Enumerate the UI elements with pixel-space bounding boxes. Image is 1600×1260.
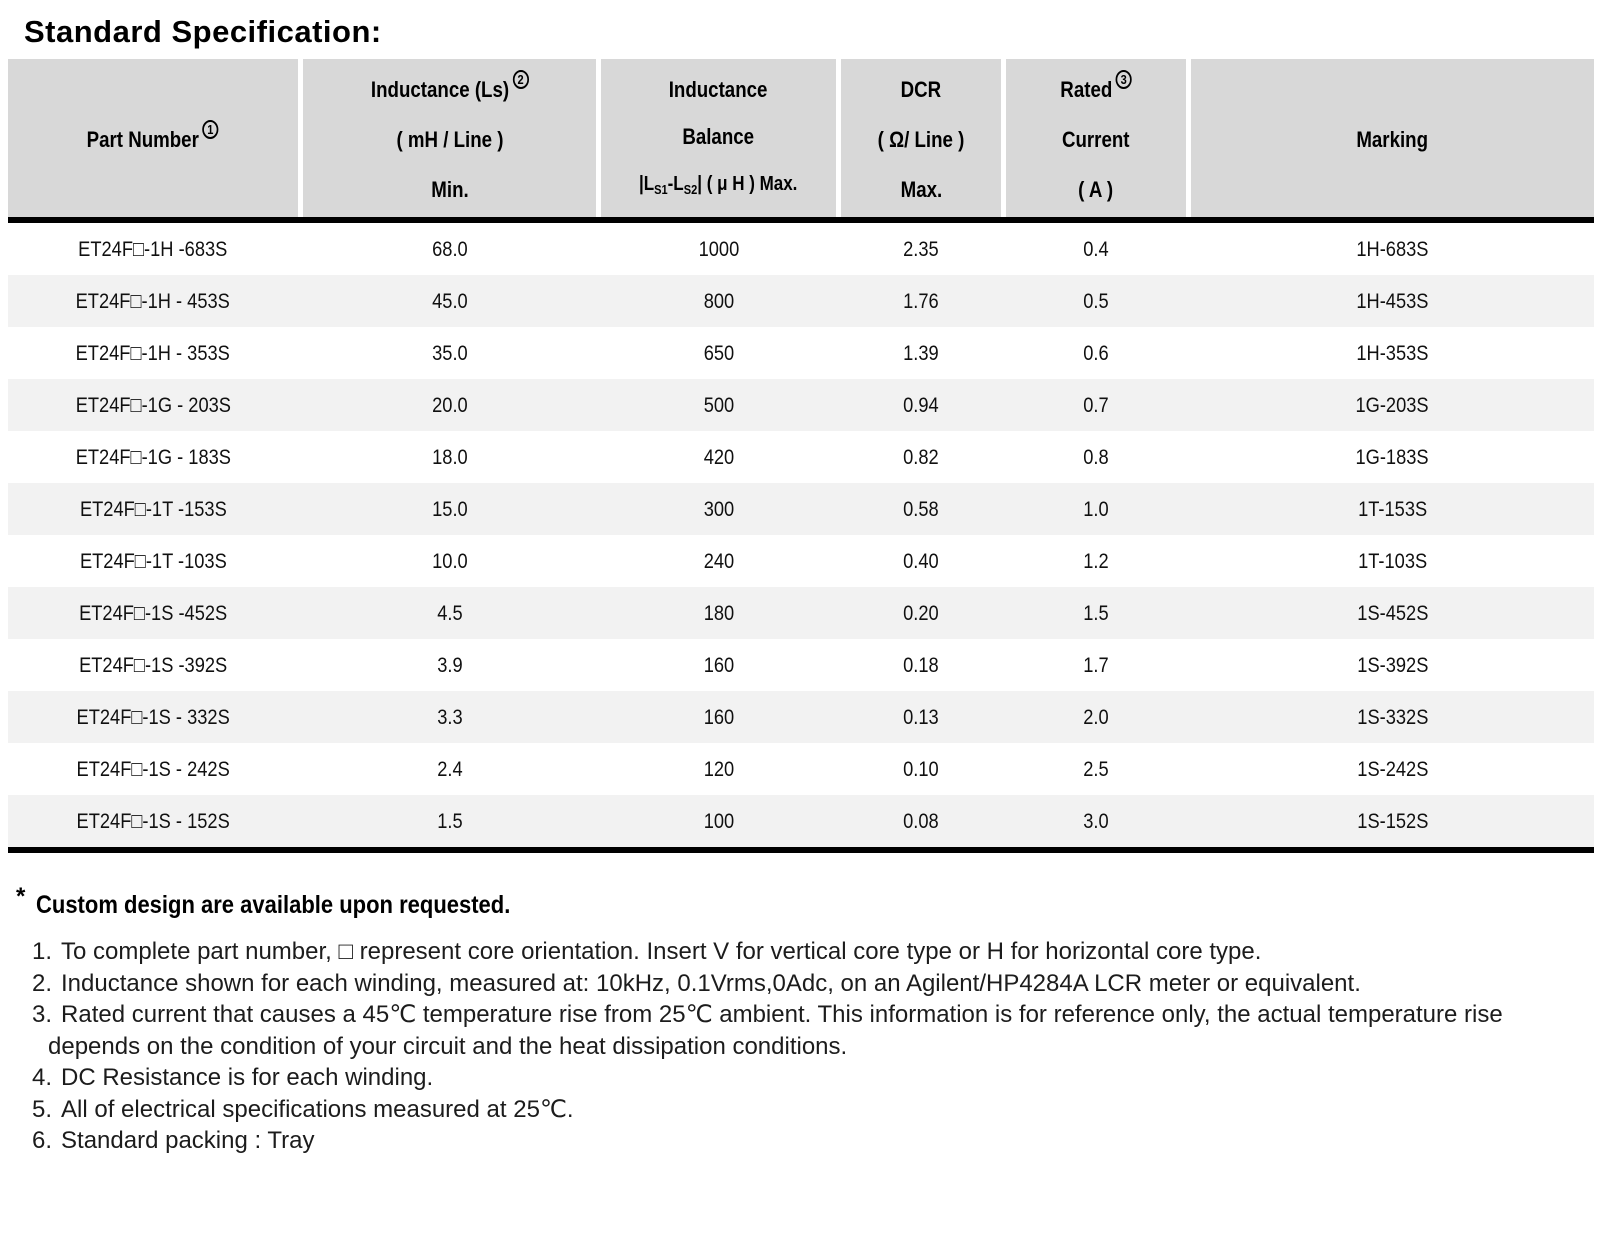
note-item-6: 6. Standard packing : Tray: [32, 1127, 315, 1154]
balance-label-1: Inductance: [669, 77, 768, 102]
cell-balance-max: 100: [703, 808, 734, 833]
cell-dcr-max: 0.94: [903, 392, 939, 417]
cell-dcr-max: 0.20: [903, 600, 939, 625]
cell-balance-max: 500: [703, 392, 734, 417]
table-header: [8, 59, 1594, 223]
cell-dcr-max: 0.82: [903, 444, 939, 469]
page-title: Standard Specification:: [24, 14, 382, 49]
cell-part-number: ET24F□-1T -153S: [79, 496, 227, 521]
cell-part-number: ET24F□-1S -392S: [78, 652, 228, 677]
cell-dcr-max: 0.08: [903, 808, 939, 833]
dcr-max-label: Max.: [900, 177, 942, 202]
cell-inductance-min: 15.0: [431, 496, 468, 521]
cell-marking: 1T-103S: [1357, 548, 1428, 573]
cell-dcr-max: 0.13: [903, 704, 939, 729]
marking-label: Marking: [1356, 127, 1429, 152]
cell-rated-current: 0.4: [1083, 236, 1109, 261]
note-ref-3-badge: 3: [1116, 70, 1132, 89]
note-ref-2-badge: 2: [512, 70, 528, 89]
cell-inductance-min: 18.0: [431, 444, 468, 469]
note-ref-1-badge: 1: [203, 120, 219, 139]
note-item-4: 4. DC Resistance is for each winding.: [32, 1064, 434, 1091]
note-text: To complete part number, □ represent core orientation. Insert V for vertical core type or H for horizontal core type.: [61, 938, 1262, 965]
note-text: DC Resistance is for each winding.: [61, 1064, 434, 1091]
cell-balance-max: 160: [703, 652, 734, 677]
table-row: [8, 743, 1594, 795]
rated-label: Rated: [1060, 77, 1113, 102]
current-label: Current: [1062, 127, 1130, 152]
note-text: Rated current that causes a 45℃ temperature rise from 25℃ ambient. This information is for reference only, the actual temperature rise depends on the condition of your circuit and the heat dissipation conditions.: [48, 1001, 1503, 1060]
cell-marking: 1H-683S: [1356, 236, 1429, 261]
col-header-dcr: [841, 59, 1001, 217]
cell-dcr-max: 0.10: [903, 756, 939, 781]
cell-marking: 1H-353S: [1356, 340, 1429, 365]
cell-part-number: ET24F□-1S - 332S: [76, 704, 230, 729]
col-header-balance: [601, 59, 836, 217]
cell-part-number: ET24F□-1S - 152S: [76, 808, 230, 833]
balance-label-2: Balance: [682, 124, 755, 149]
cell-marking: 1T-153S: [1357, 496, 1428, 521]
table-row: [8, 639, 1594, 691]
cell-rated-current: 0.8: [1083, 444, 1109, 469]
cell-marking: 1G-183S: [1355, 444, 1430, 469]
cell-inductance-min: 20.0: [431, 392, 468, 417]
note-text: All of electrical specifications measured at 25℃.: [61, 1095, 574, 1123]
cell-dcr-max: 1.39: [903, 340, 939, 365]
cell-rated-current: 1.5: [1083, 600, 1109, 625]
cell-part-number: ET24F□-1H - 453S: [75, 288, 231, 313]
cell-inductance-min: 35.0: [431, 340, 468, 365]
cell-marking: 1H-453S: [1356, 288, 1429, 313]
cell-balance-max: 420: [703, 444, 734, 469]
cell-marking: 1S-452S: [1356, 600, 1429, 625]
table-row: [8, 691, 1594, 743]
cell-balance-max: 240: [703, 548, 734, 573]
col-header-marking: [1191, 59, 1594, 217]
note-text: Inductance shown for each winding, measured at: 10kHz, 0.1Vrms,0Adc, on an Agilent/HP4284A LCR meter or equivalent.: [61, 969, 1361, 997]
cell-marking: 1G-203S: [1355, 392, 1430, 417]
note-text: Standard packing : Tray: [61, 1127, 315, 1154]
table-row: [8, 223, 1594, 275]
cell-rated-current: 1.0: [1083, 496, 1109, 521]
table-body: [8, 223, 1594, 853]
table-row: [8, 275, 1594, 327]
cell-balance-max: 800: [703, 288, 734, 313]
cell-inductance-min: 3.9: [436, 652, 463, 677]
cell-balance-max: 650: [703, 340, 734, 365]
cell-marking: 1S-392S: [1356, 652, 1429, 677]
inductance-min-label: Min.: [430, 177, 469, 202]
inductance-unit: ( mH / Line ): [395, 127, 503, 152]
spec-table: [8, 59, 1594, 853]
cell-marking: 1S-242S: [1356, 756, 1429, 781]
cell-rated-current: 0.5: [1083, 288, 1109, 313]
cell-inductance-min: 1.5: [436, 808, 463, 833]
cell-part-number: ET24F□-1T -103S: [79, 548, 227, 573]
table-row: [8, 483, 1594, 535]
table-row: [8, 431, 1594, 483]
col-header-rated-current: [1006, 59, 1186, 217]
dcr-unit: ( Ω/ Line ): [877, 127, 965, 152]
cell-dcr-max: 2.35: [903, 236, 939, 261]
cell-part-number: ET24F□-1S -452S: [78, 600, 228, 625]
cell-dcr-max: 0.18: [903, 652, 939, 677]
note-item-1: 1. To complete part number, □ represent core orientation. Insert V for vertical core type or H for horizontal core type.: [32, 938, 1262, 965]
col-header-inductance: [303, 59, 596, 217]
cell-balance-max: 300: [703, 496, 734, 521]
cell-rated-current: 2.0: [1083, 704, 1109, 729]
custom-design-text: Custom design are available upon requested.: [36, 891, 511, 919]
notes-list: [30, 936, 1578, 1157]
inductance-label: Inductance (Ls): [370, 77, 509, 102]
cell-balance-max: 180: [703, 600, 734, 625]
cell-marking: 1S-332S: [1356, 704, 1429, 729]
cell-part-number: ET24F□-1S - 242S: [76, 756, 230, 781]
cell-inductance-min: 68.0: [431, 236, 468, 261]
cell-marking: 1S-152S: [1356, 808, 1429, 833]
cell-inductance-min: 2.4: [436, 756, 463, 781]
table-row: [8, 379, 1594, 431]
cell-inductance-min: 10.0: [431, 548, 468, 573]
cell-dcr-max: 0.40: [903, 548, 939, 573]
cell-rated-current: 1.2: [1083, 548, 1109, 573]
cell-part-number: ET24F□-1G - 183S: [75, 444, 231, 469]
cell-balance-max: 160: [703, 704, 734, 729]
col-header-part-number: [8, 59, 298, 217]
cell-dcr-max: 1.76: [903, 288, 939, 313]
table-row: [8, 535, 1594, 587]
cell-part-number: ET24F□-1H - 353S: [75, 340, 231, 365]
cell-part-number: ET24F□-1H -683S: [78, 236, 228, 261]
cell-dcr-max: 0.58: [903, 496, 939, 521]
cell-rated-current: 2.5: [1083, 756, 1109, 781]
note-item-3: 3. Rated current that causes a 45℃ temperature rise from 25℃ ambient. This information is for reference only, the actual temperature rise depends on the condition of your circuit and the heat dissipation conditions.: [32, 1001, 1503, 1060]
table-row: [8, 587, 1594, 639]
cell-part-number: ET24F□-1G - 203S: [75, 392, 231, 417]
cell-inductance-min: 45.0: [431, 288, 468, 313]
part-number-label: Part Number: [87, 127, 200, 152]
cell-rated-current: 0.7: [1083, 392, 1109, 417]
cell-rated-current: 1.7: [1083, 652, 1109, 677]
cell-inductance-min: 3.3: [436, 704, 463, 729]
asterisk-mark: *: [16, 883, 26, 910]
current-unit: ( A ): [1078, 177, 1114, 202]
cell-rated-current: 0.6: [1083, 340, 1109, 365]
dcr-label: DCR: [900, 77, 942, 102]
cell-balance-max: 1000: [698, 236, 739, 261]
table-row: [8, 327, 1594, 379]
cell-inductance-min: 4.5: [436, 600, 463, 625]
note-item-2: 2. Inductance shown for each winding, measured at: 10kHz, 0.1Vrms,0Adc, on an Agilent/HP4284A LCR meter or equivalent.: [32, 969, 1361, 997]
cell-balance-max: 120: [703, 756, 734, 781]
custom-design-footnote: [16, 883, 1600, 920]
cell-rated-current: 3.0: [1083, 808, 1109, 833]
note-item-5: 5. All of electrical specifications measured at 25℃.: [32, 1095, 574, 1123]
table-row: [8, 795, 1594, 847]
balance-formula: $|L_{S1}-L_{S2}|$ ( μ H ) Max.: [639, 173, 798, 197]
